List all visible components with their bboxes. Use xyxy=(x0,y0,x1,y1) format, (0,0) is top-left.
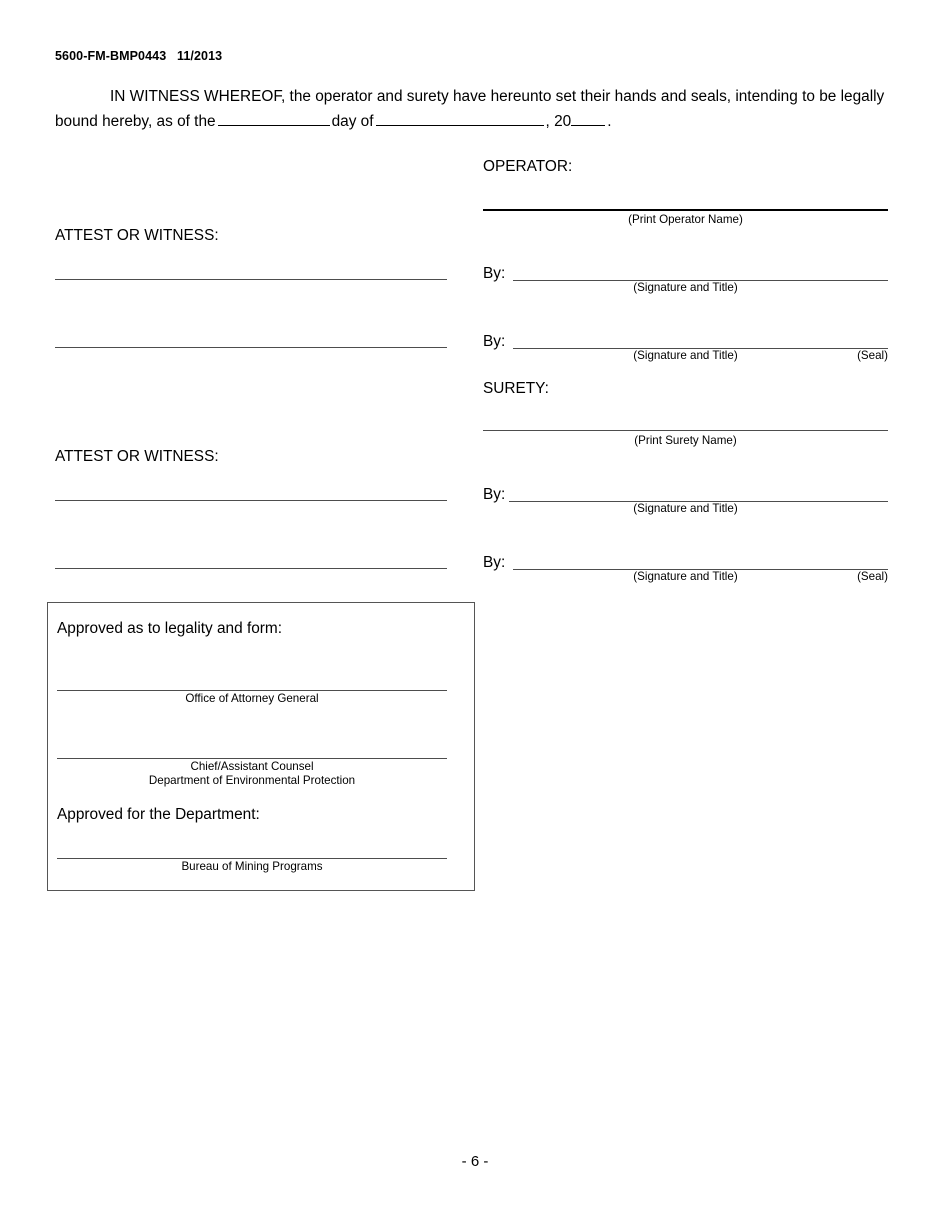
surety-by-label-1: By: xyxy=(483,486,506,503)
operator-by-label-2: By: xyxy=(483,333,506,350)
day-of-label: day of xyxy=(331,113,374,130)
attorney-general-caption: Office of Attorney General xyxy=(185,692,319,705)
bureau-signature-line[interactable] xyxy=(57,858,447,859)
surety-print-name-line[interactable] xyxy=(483,430,888,431)
surety-attest-heading: ATTEST OR WITNESS: xyxy=(55,448,219,465)
operator-print-name-caption: (Print Operator Name) xyxy=(628,213,743,226)
operator-heading: OPERATOR: xyxy=(483,158,573,175)
operator-signature-caption-1: (Signature and Title) xyxy=(633,281,738,294)
surety-witness-line-1[interactable] xyxy=(55,500,447,501)
surety-signature-caption-2: (Signature and Title) xyxy=(633,570,738,583)
operator-seal-caption: (Seal) xyxy=(857,349,888,362)
year-blank-field[interactable] xyxy=(571,111,605,126)
operator-signature-caption-2: (Signature and Title) xyxy=(633,349,738,362)
operator-attest-heading: ATTEST OR WITNESS: xyxy=(55,227,219,244)
operator-by-label-1: By: xyxy=(483,265,506,282)
form-revision-date: 11/2013 xyxy=(176,49,223,63)
witness-clause-paragraph xyxy=(55,84,896,134)
counsel-signature-line[interactable] xyxy=(57,758,447,759)
operator-print-name-line[interactable] xyxy=(483,209,888,211)
surety-print-name-caption: (Print Surety Name) xyxy=(634,434,737,447)
surety-signature-caption-1: (Signature and Title) xyxy=(633,502,738,515)
approved-department-heading: Approved for the Department: xyxy=(57,806,260,823)
operator-witness-line-1[interactable] xyxy=(55,279,447,280)
page-number: - 6 - xyxy=(461,1153,489,1170)
approved-legality-heading: Approved as to legality and form: xyxy=(57,620,282,637)
bureau-caption: Bureau of Mining Programs xyxy=(181,860,323,873)
surety-seal-caption: (Seal) xyxy=(857,570,888,583)
day-blank-field[interactable] xyxy=(218,111,330,126)
operator-witness-line-2[interactable] xyxy=(55,347,447,348)
witness-clause-line2: to be legally bound hereby, as of the xyxy=(55,88,885,130)
month-blank-field[interactable] xyxy=(376,111,544,126)
counsel-caption-line1: Chief/Assistant Counsel xyxy=(190,760,314,773)
form-number: 5600-FM-BMP0443 xyxy=(55,49,167,63)
year-prefix-label: , 20 xyxy=(545,113,572,130)
sentence-period: . xyxy=(607,113,612,130)
attorney-general-signature-line[interactable] xyxy=(57,690,447,691)
surety-heading: SURETY: xyxy=(483,380,549,397)
form-header xyxy=(55,49,222,63)
witness-clause-line1: IN WITNESS WHEREOF, the operator and surety have hereunto set their hands and seals, intending xyxy=(110,88,798,105)
counsel-caption-line2: Department of Environmental Protection xyxy=(148,774,356,787)
surety-witness-line-2[interactable] xyxy=(55,568,447,569)
approval-box xyxy=(47,602,475,891)
surety-by-label-2: By: xyxy=(483,554,506,571)
